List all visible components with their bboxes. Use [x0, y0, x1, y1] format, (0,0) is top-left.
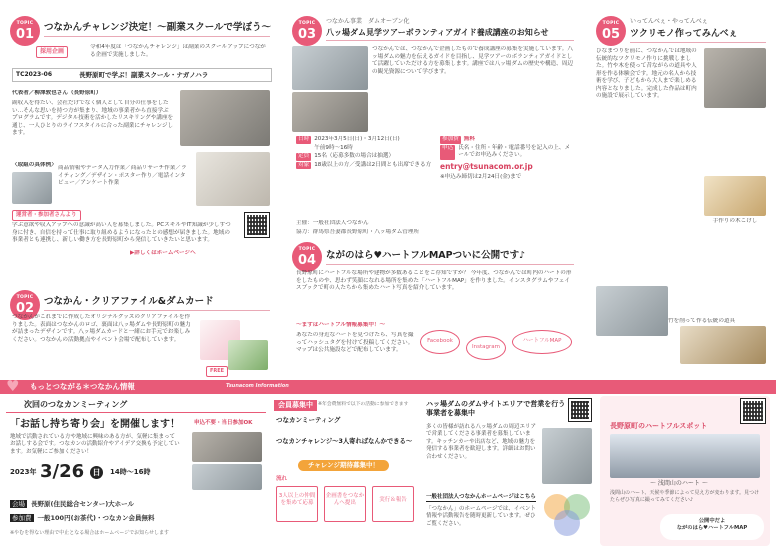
topic-03-apply: [440, 136, 574, 216]
dates-label: 日時: [298, 136, 310, 142]
meeting-photo-2: [192, 464, 262, 490]
topic-01-rep: 代表者／柳澤敦也さん（長野原町）: [12, 90, 102, 96]
meeting-dow: 日: [90, 466, 103, 479]
recruit-qr[interactable]: [568, 398, 592, 422]
topic-03-host: 主催：一般社団法人つなかん: [296, 220, 369, 226]
topic-04-body2: あなたの身近なハートを見つけたら、写真を撮ってハッシュタグを付けて投稿してください。マップは公共施設などで配布しています。: [296, 332, 414, 354]
topic-01-intro: 令和4年度は「つなかんチャレンジ」は副業のスクールアップにつながる企画で実施しました。: [90, 44, 266, 58]
dam-tour-photo-2: [292, 92, 368, 132]
topic-label: TOPIC: [602, 21, 620, 26]
topic-05-rule: [630, 42, 766, 43]
topic-03-badge: [292, 16, 322, 46]
meeting-desc: 地域で活動されている方や地域に興味のある方が、気軽に集まってお話しする会です。つなカンの活動紹介やアイデア交換も予定しています。お気軽にご参加ください！: [10, 434, 180, 455]
meeting-fee: 一般100円(お茶代)・つなカン会員無料: [37, 514, 155, 522]
bamboo-photo: [596, 286, 668, 336]
meeting-stamp: 申込不要・当日参加OK: [194, 420, 253, 426]
meeting-time: 14時～16時: [110, 468, 151, 476]
venue: 長野原(住民総合センター)大ホール: [31, 500, 135, 508]
fee-label: 参加費: [442, 136, 459, 142]
heart-spot-title: 長野原町のハートフルスポット: [610, 422, 708, 430]
meeting-note: ※やむを得ない理由で中止となる場合はホームページでお知らせします: [10, 530, 169, 536]
time: 午前9時～16時: [314, 144, 353, 151]
topic-04-rule: [326, 264, 574, 265]
topic-01-body1: 副収入を得たい、会社だけでなく個人として自分の仕事をしたい…そんな思いを持つ方が集まり、地域の事業者から直接学ぶプログラムです。デジタル技術を活かしたリスキリングや講座を通じ、一人ひとりのライフスタイルに合った副業にチャレンジします。: [12, 100, 174, 137]
topic-label: TOPIC: [16, 21, 34, 26]
apply: 氏名・住所・年齢・電話番号を記入の上、メールでお申込みください。: [458, 144, 571, 159]
heart-spot-qr[interactable]: [740, 398, 766, 424]
events-header-bar: [0, 380, 776, 394]
topic-05-body: ひなまつりを前に、つなかんでは地域の伝統的なツクリモノ作りに挑戦しました。竹や木を使って昔ながらの道具や人形を作る体験会です。地元の名人から技術を学び、子どもから大人まで楽しめる内容となりました。完成した作品は町内の施設で展示しています。: [596, 48, 697, 100]
meeting-headline: 「お話し持ち寄り会」を開催します！: [10, 419, 180, 430]
topic-label: TOPIC: [298, 21, 316, 26]
apply-label: 申込: [440, 145, 455, 160]
member-item-2: つなカンチャレンジ～3人寄ればなんかできる～: [276, 438, 413, 445]
topic-number: 04: [297, 253, 317, 269]
topic-05-kicker: いってんべぇ・やってんべぇ: [630, 18, 708, 25]
apply-email[interactable]: entry@tsunacom.or.jp: [440, 161, 533, 171]
banner-title: 長野原町で学ぶ！副業スクール・ナガノハラ: [79, 71, 209, 79]
caption-2: 竹を削って作る伝統の道具: [668, 318, 736, 324]
topic-01-banner: [12, 68, 272, 82]
recruit-title: ハッ場ダムのダムサイトエリアで営業を行う事業者を募集中: [426, 400, 566, 418]
venue-label: 会場: [12, 500, 25, 508]
meeting-box: [6, 398, 266, 544]
member-item-1: つなカンミーティング: [276, 416, 341, 424]
cards-free: FREE: [206, 366, 228, 377]
meeting-fee-label: 参加費: [12, 514, 32, 522]
topic-01-tag: 採用企画: [36, 46, 68, 58]
venn-diagram: [544, 494, 592, 536]
topic-01-qr[interactable]: [244, 212, 270, 238]
topic-03-coop: 協力：群馬県吾妻郡長野原町・八ッ場ダム管理所: [296, 229, 420, 235]
topic-02-rule: [44, 310, 270, 311]
workshop-photo-1: [12, 172, 52, 204]
topic-label: TOPIC: [298, 247, 316, 252]
meeting-year: 2023年: [10, 468, 37, 476]
challenge-banner: チャレンジ期待募集中！: [298, 460, 389, 471]
recruit-body: 多くの皆様が訪れる八ッ場ダムの周辺エリアで営業してくださる事業者を募集しています。キッチンカーや出店など、地域の魅力を発信する事業者を歓迎します。詳細はお問い合わせください。: [426, 424, 537, 460]
heart-map[interactable]: [512, 330, 572, 354]
topic-03-title: 八ッ場ダム見学ツアーボランティアガイド養成講座のお知らせ: [326, 28, 549, 37]
topic-01-link[interactable]: ▶詳しくはホームページへ: [130, 250, 196, 256]
topic-04-title: ながのはら♥ハートフルMAPついに公開です♪: [326, 250, 526, 261]
voice-label: 運営者・参加者さんより: [12, 210, 81, 221]
members-title: 会員募集中: [274, 400, 317, 411]
topic-number: 03: [297, 27, 317, 43]
banner-code: TC2023-06: [16, 71, 53, 78]
topic-01-title: つなかんチャレンジ決定！～副業スクールで学ぼう～: [44, 22, 272, 33]
heart-facebook-label: Facebook: [427, 338, 453, 344]
recruit-box: [424, 398, 594, 544]
flow-step-1: 3人以上の仲間を集めて応募: [276, 486, 318, 522]
topic-02-body: つなかんがこれまでに作成したオリジナルグッズのクリアファイルを作りました。表面はつなかんのロゴ、裏面は八ッ場ダムや長野原町の魅力が詰まったデザインです。八ッ場ダムカードと一緒にお手元でお楽しみください。つなかんの活動拠点やイベント会場で配布しています。: [12, 314, 191, 343]
members-box: [272, 398, 418, 544]
flow-head: 流れ: [276, 476, 288, 482]
workshop-photo-2: [196, 152, 270, 206]
heart-instagram[interactable]: [466, 336, 506, 360]
capacity-label: 定員: [298, 153, 310, 160]
recruit-photo: [542, 428, 592, 484]
members-tag: ※年会費無料で以下の活動に参加できます: [318, 402, 409, 407]
meeting-rule: [6, 412, 266, 413]
topic-04-body: 長野原町にハートフルな場所や建物が多数あることをご存知ですか？ 今年度、つなかんでは町内のハートの形をしたものや、思わず笑顔になれる場所を集めた「ハートフルMAP」を作りました。インスタグラムやフェイスブックで町の人たちから集めたハート写真を紹介しています。: [296, 270, 572, 292]
target-label: 対象: [298, 161, 310, 168]
capacity: 15名（応募多数の場合は抽選）: [314, 153, 395, 160]
topic-number: 01: [15, 27, 35, 43]
topic-04-sub: ～まずはハートフル情報募集中！～: [296, 322, 386, 328]
topic-03-details: [296, 136, 436, 216]
topic-label: TOPIC: [16, 295, 34, 300]
topic-05-badge: [596, 16, 626, 46]
asama-heart-photo: [610, 434, 760, 478]
heart-instagram-label: Instagram: [472, 344, 500, 350]
heart-spot-cta[interactable]: [660, 514, 764, 540]
topic-03-rule: [326, 40, 574, 41]
topic-05-title: ツクリモノ作ってみんべぇ: [630, 29, 738, 39]
target: 18歳以上の方／受講は2日間とも出席できる方: [314, 161, 432, 168]
caption-1: 手作りの木こけし: [712, 218, 758, 224]
dam-tour-photo-1: [292, 46, 368, 90]
topic-number: 02: [15, 301, 35, 317]
craftsman-photo: [704, 48, 766, 108]
brand-label: Tsunacom Information: [226, 383, 289, 389]
topic-03-kicker: つなかん事業 ダムオーブン化: [326, 18, 410, 25]
venue-row: [10, 500, 260, 509]
kokeshi-photo: [704, 176, 766, 216]
speaker-photo: [180, 90, 270, 146]
meeting-date: 3/26: [40, 461, 85, 482]
topic-number: 05: [601, 27, 621, 43]
finished-photo: [680, 326, 766, 364]
cta-label: ながのはら♥ハートフルMAP: [676, 525, 748, 532]
achieve-label: 〈取組の具体例〉: [12, 162, 57, 168]
heart-map-label: ハートフルMAP: [522, 338, 562, 344]
flow-step-3: 実行＆報告: [372, 486, 414, 522]
fee-row: [10, 514, 260, 523]
topic-03-body: つなかんでは、つなかんで企画したもので養成講座の募集を実施しています。八ッ場ダムの魅力を伝えるガイドを目指し、見学ツアーのボランティアガイドとして活躍していただける方を募集します。講座では八ッ場ダムの歴史や構造、周辺の観光資源について学びます。: [372, 46, 573, 75]
heart-hands-icon: ♥: [6, 377, 20, 395]
achieve-list: 商品情報やデータ入力作業／商品リサーチ作業／ライティング／デザイン・ポスター作り／電話インタビュー／アンケート作業: [58, 165, 187, 187]
events-header: もっとつながる＊つなかん情報: [30, 382, 135, 391]
heart-spot-caption: 浅間山のハート、天候や季節によって見え方が変わります。見つけたらぜひ写真に撮ってみてください♪: [610, 490, 760, 503]
heart-spot-box: [600, 396, 770, 546]
flow-step-2: 企画書をつなかんへ提出: [324, 486, 366, 522]
cta-top: 公開中だよ: [698, 518, 726, 524]
meeting-photo-1: [192, 432, 262, 462]
heart-facebook[interactable]: [420, 330, 460, 354]
recruit-body2: 「つなかん」のホームページでは、イベント情報や活動報告を随時更新しています。ぜひご覧ください。: [426, 506, 536, 527]
dates: 2023年3月5日(日)・3月12日(日): [314, 136, 400, 142]
topic-01-rule: [44, 36, 270, 37]
damcard-photo: [228, 340, 268, 370]
fee: 無料: [463, 136, 475, 142]
recruit-sub: 一般社団法人つなかんホームページはこちら: [426, 494, 536, 502]
topic-01-body2: 学ぶ意欲や収入アップへの意識が高い人を募集しました。PCスキルやIT知識が少しずつ身に付き、自信を持って仕事に取り組めるようになったとの感想が届きました。地域の事業者とも連携し、新しい働き方を長野原町から発信していきたいと思います。: [12, 222, 231, 244]
heart-spot-name: ～ 浅間山のハート ～: [650, 480, 708, 487]
topic-04-badge: [292, 242, 322, 272]
meeting-box-title: 次回のつなカンミーティング: [24, 400, 128, 409]
topic-01-badge: [10, 16, 40, 46]
deadline: ※申込み締切は2月24日(金)まで: [440, 173, 522, 180]
topic-02-title: つなかん・クリアファイル&ダムカード: [44, 296, 214, 307]
